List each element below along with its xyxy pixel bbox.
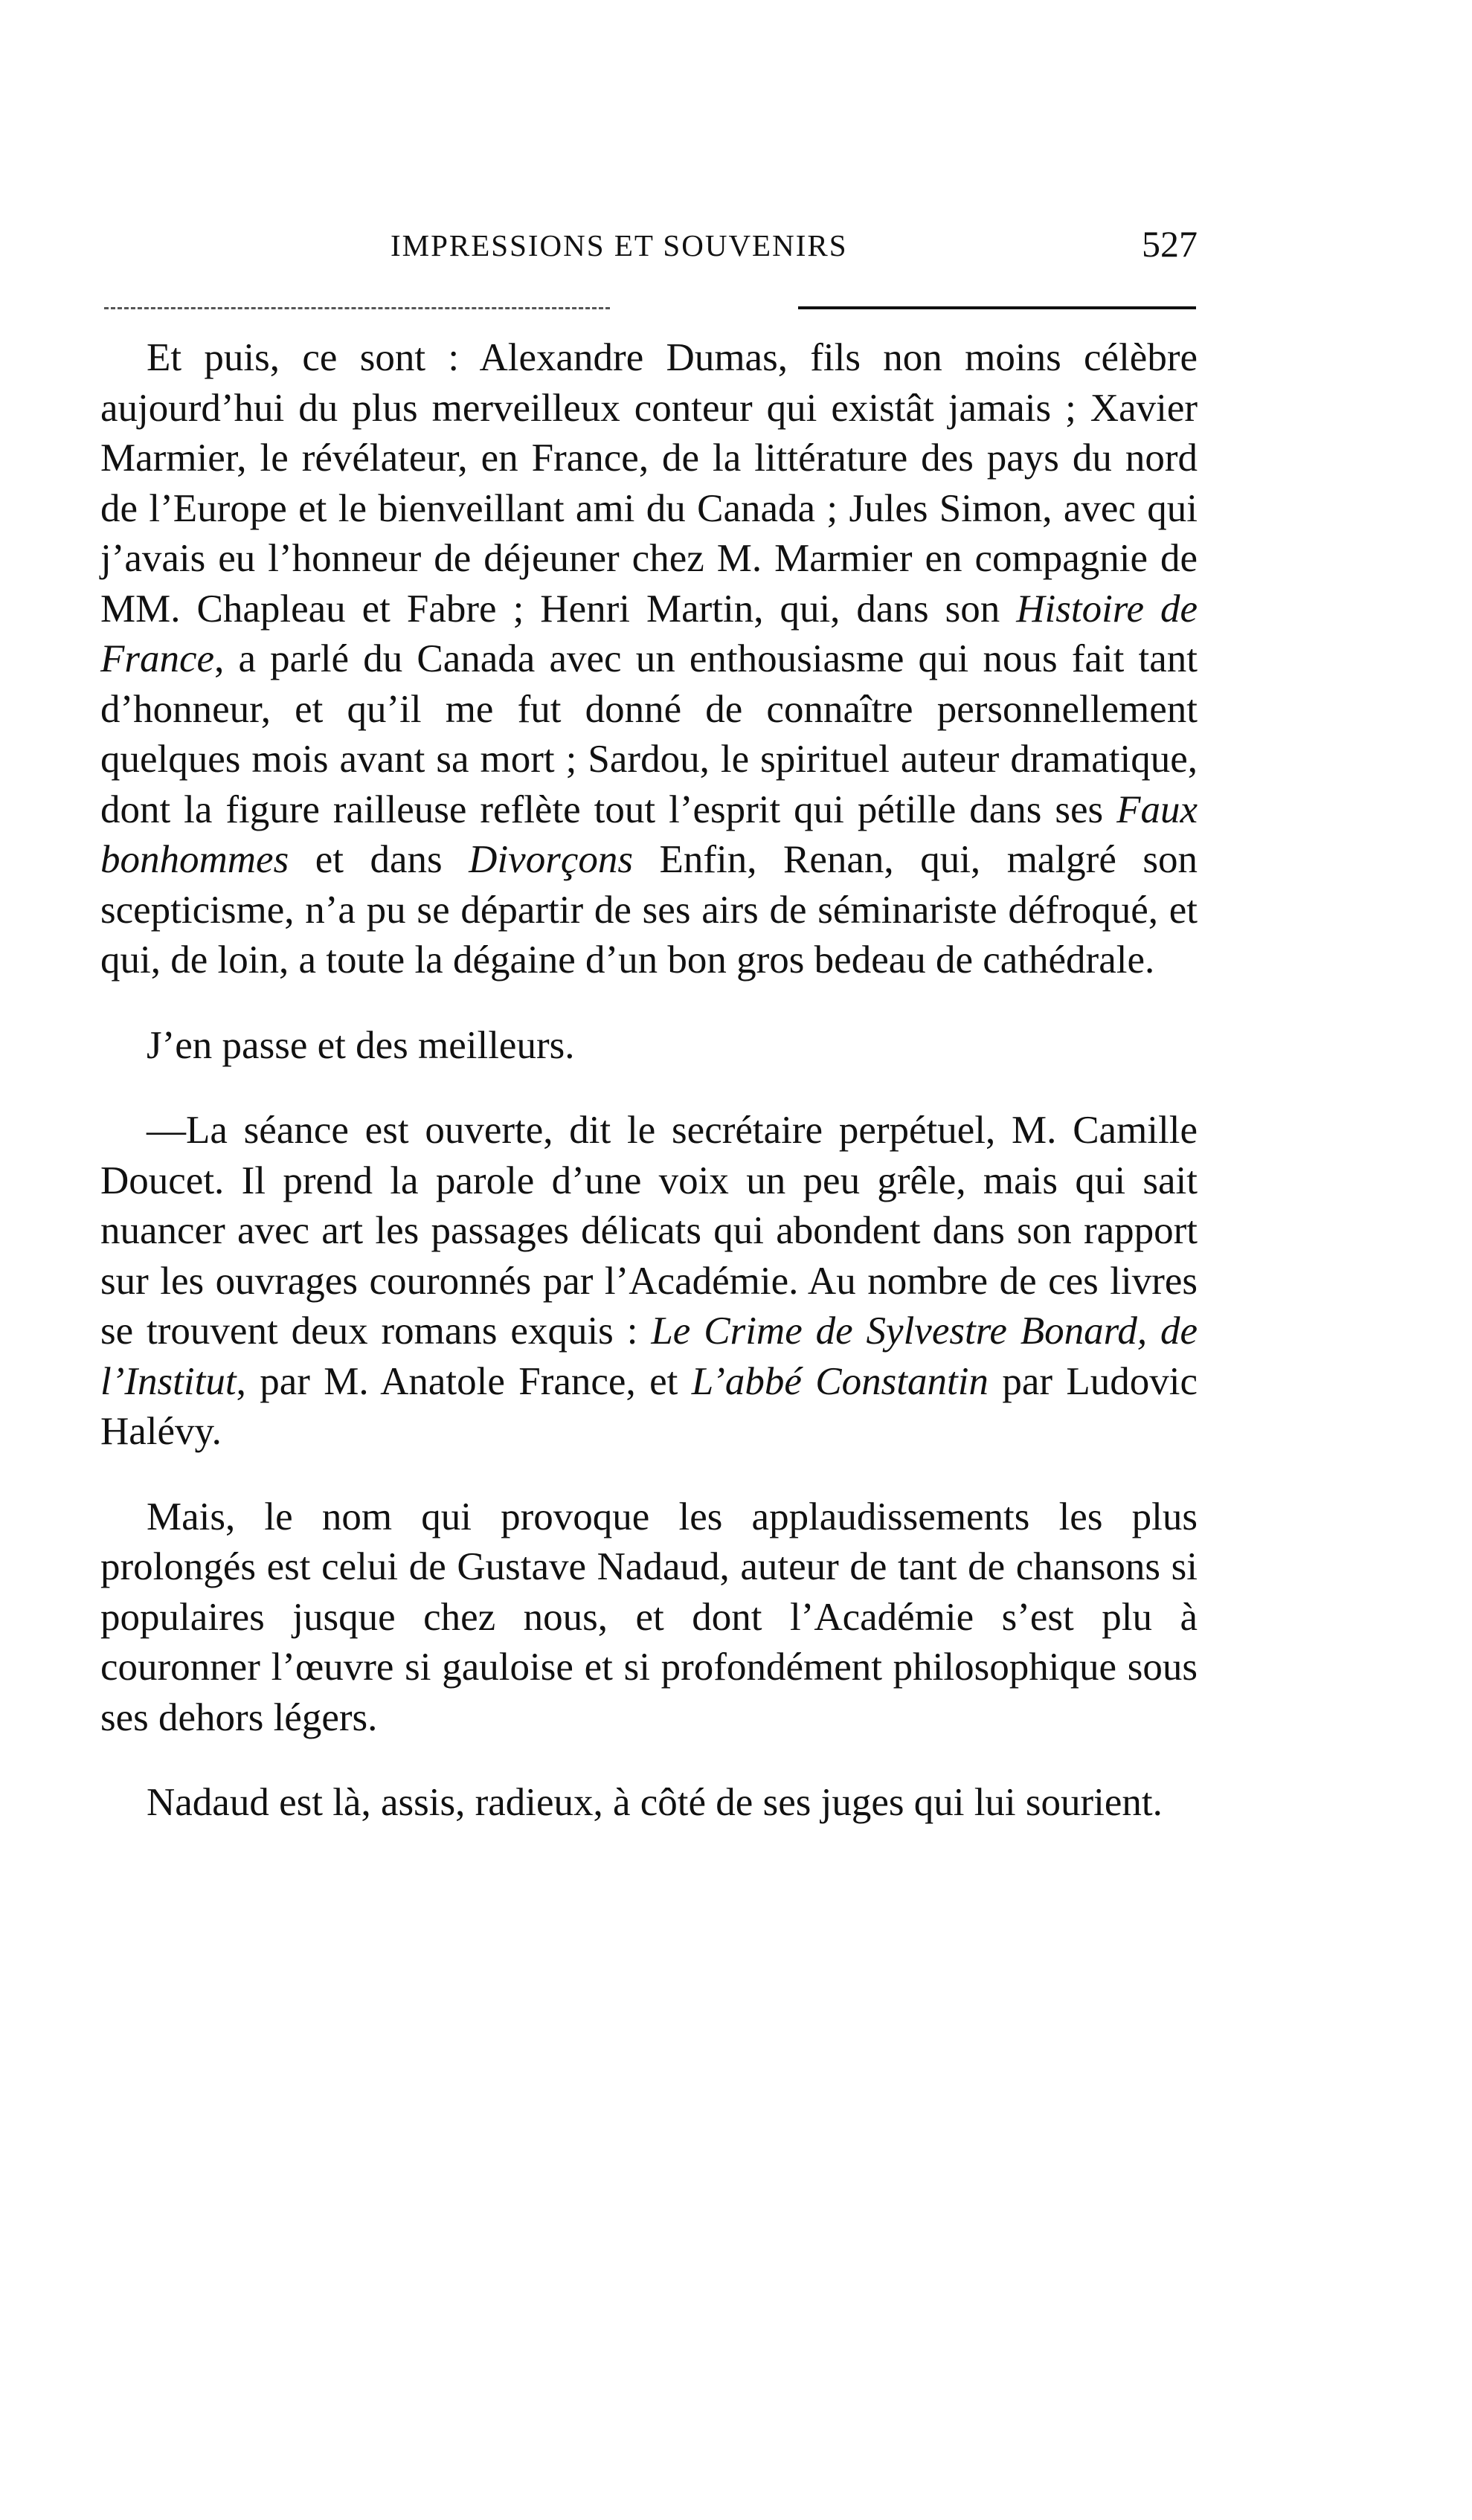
paragraph-seance xyxy=(100,1106,1198,1457)
text-segment: J’en passe et des meilleurs. xyxy=(147,1023,575,1067)
text-body xyxy=(100,333,1198,1828)
header-rule-dashed xyxy=(104,307,610,309)
paragraph-nadaud xyxy=(100,1492,1198,1744)
text-segment: —La séance est ouverte, dit le secrétaire perpétuel, M. Camille Doucet. Il prend la parole d’une voix un peu grêle, mais qui sait nuancer avec art les passages délicats qui abondent dans son rapport sur les ouvrages couronnés par l’Académie. Au nombre de ces livres se trouvent deux romans exquis : xyxy=(100,1109,1198,1353)
text-segment: et dans xyxy=(289,838,469,881)
work-title: Histoire de France xyxy=(100,587,1198,680)
text-segment: Nadaud est là, assis, radieux, à côté de ses juges qui lui sourient. xyxy=(147,1781,1163,1824)
text-segment: Enfin, Renan, qui, malgré son scepticisme, n’a pu se départir de ses airs de séminariste défroqué, et qui, de loin, a toute la dégaine d’un bon gros bedeau de cathédrale. xyxy=(100,838,1198,982)
text-segment: Et puis, ce sont : Alexandre Dumas, fils non moins célèbre aujourd’hui du plus merveilleux conteur qui existât jamais ; Xavier Marmier, le révélateur, en France, de la littérature des pays du nord de l’Europe et le bienveillant ami du Canada ; Jules Simon, avec qui j’avais eu l’honneur de déjeuner chez M. Marmier en compagnie de MM. Chapleau et Fabre ; Henri Martin, qui, dans son xyxy=(100,336,1198,631)
work-title: Divorçons xyxy=(469,838,633,881)
header-rule-solid xyxy=(798,306,1196,309)
paragraph-authors xyxy=(100,333,1198,986)
text-segment: , a parlé du Canada avec un enthousiasme qui nous fait tant d’honneur, et qu’il me fut donné de connaître personnellement quelques mois avant sa mort ; Sardou, le spirituel auteur dramatique, dont la figure railleuse reflète tout l’esprit qui pétille dans ses xyxy=(100,637,1198,831)
page-number: 527 xyxy=(1142,223,1198,265)
running-title: IMPRESSIONS ET SOUVENIRS xyxy=(391,228,848,262)
paragraph-aside xyxy=(100,1021,1198,1072)
work-title: Le Crime de Sylvestre Bonard, de l’Institut xyxy=(100,1309,1198,1403)
paragraph-closing xyxy=(100,1778,1198,1828)
text-segment: Mais, le nom qui provoque les applaudissements les plus prolongés est celui de Gustave Nadaud, auteur de tant de chansons si populaires jusque chez nous, et dont l’Académie s’est plu à couronner l’œuvre si gauloise et si profondément philosophique sous ses dehors légers. xyxy=(100,1495,1198,1739)
running-header xyxy=(104,223,1198,268)
text-segment: par Ludovic Halévy. xyxy=(100,1359,1198,1453)
work-title: L’abbé Constantin xyxy=(691,1359,989,1403)
text-segment: , par M. Anatole France, et xyxy=(236,1359,692,1403)
work-title: Faux bonhommes xyxy=(100,787,1198,881)
